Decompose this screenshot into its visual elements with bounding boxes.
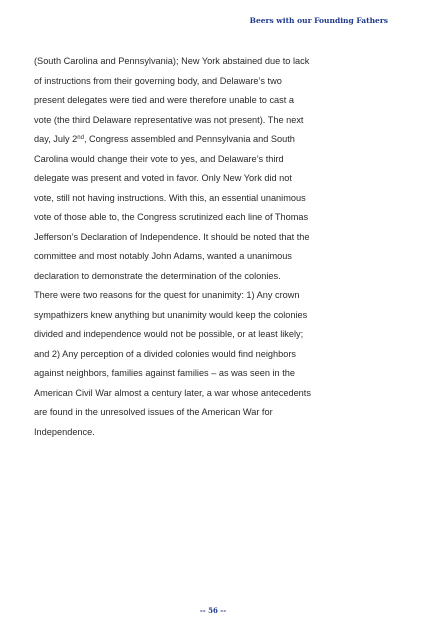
text-line: of instructions from their governing body, and Delaware’s two [34, 75, 282, 86]
text-line: against neighbors, families against families – as was seen in the [34, 368, 295, 378]
text-line: are found in the unresolved issues of the American War for [34, 407, 273, 417]
text-line: sympathizers knew anything but unanimity would keep the colonies [34, 309, 308, 320]
text-line: delegate was present and voted in favor. Only New York did not [34, 173, 292, 183]
text-line: divided and independence would not be possible, or at least likely; [34, 329, 304, 339]
text-segment: , Congress assembled and Pennsylvania and South [83, 134, 295, 144]
ordinal-superscript: nd [77, 135, 84, 141]
text-line: vote (the third Delaware representative was not present). The next [34, 114, 304, 125]
body-paragraph [34, 52, 394, 442]
text-line: Jefferson’s Declaration of Independence. It should be noted that the [34, 231, 310, 242]
text-line: present delegates were tied and were therefore unable to cast a [34, 95, 294, 105]
text-line: Independence. [34, 426, 95, 437]
text-line: (South Carolina and Pennsylvania); New York abstained due to lack [34, 56, 310, 66]
text-segment: day, July 2 [34, 134, 78, 144]
text-line: and 2) Any perception of a divided colonies would find neighbors [34, 348, 297, 359]
text-line: Carolina would change their vote to yes, and Delaware’s third [34, 153, 284, 164]
text-line: vote, still not having instructions. With this, an essential unanimous [34, 192, 306, 203]
text-line: committee and most notably John Adams, wanted a unanimous [34, 251, 292, 261]
page-number: -- 56 -- [199, 606, 227, 615]
running-header: Beers with our Founding Fathers [249, 16, 388, 25]
text-line: American Civil War almost a century later, a war whose antecedents [34, 387, 311, 398]
text-line: vote of those able to, the Congress scrutinized each line of Thomas [34, 212, 309, 222]
text-line: There were two reasons for the quest for unanimity: 1) Any crown [34, 290, 300, 300]
text-line [34, 130, 394, 150]
text-line: declaration to demonstrate the determination of the colonies. [34, 270, 281, 281]
